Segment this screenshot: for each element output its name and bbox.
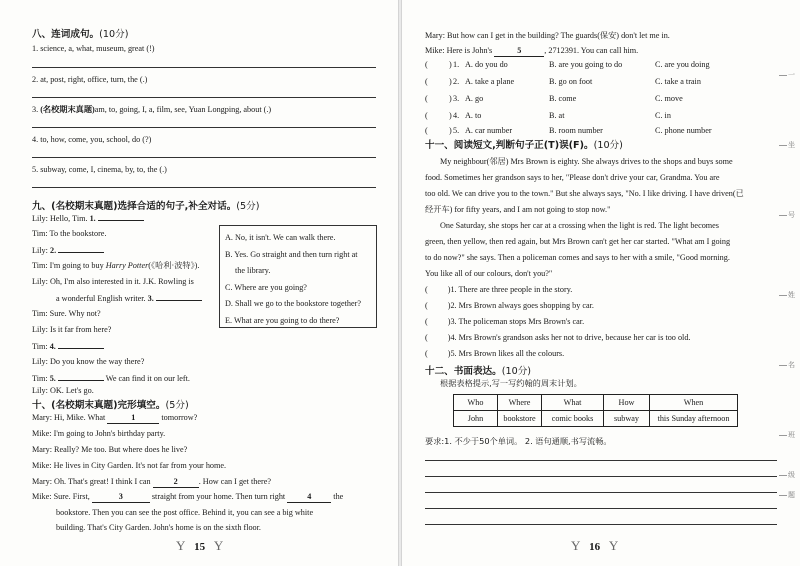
cloze-line: Mary: Really? Me too. But where does he live? xyxy=(32,445,188,454)
passage-line: green, then yellow, then red again, but Mrs Brown can't get her car started. "What am I going xyxy=(425,237,731,246)
cloze-line: Mary: Oh. That's great! I think I can 2 . How can I get there? xyxy=(32,477,271,486)
choice-answer-slot[interactable] xyxy=(431,93,447,103)
choice-answer-slot[interactable] xyxy=(431,125,447,135)
edge-tick xyxy=(779,75,787,76)
edge-label: 一 xyxy=(788,71,795,79)
choice-c: C. are you doing xyxy=(655,60,710,69)
option-b: B. Yes. Go straight and then turn right at xyxy=(225,249,358,259)
writing-line[interactable] xyxy=(425,508,777,509)
table-cell: bookstore xyxy=(498,411,542,427)
bracket-open: ( xyxy=(425,126,428,135)
writing-line[interactable] xyxy=(425,524,777,525)
bracket-open: ( xyxy=(425,77,428,86)
choice-b: B. at xyxy=(549,111,565,120)
bracket-close: ) xyxy=(449,60,452,69)
edge-tick xyxy=(779,475,787,476)
choice-number: 1. xyxy=(453,60,460,69)
writing-line[interactable] xyxy=(425,460,777,461)
s8-item-2: 2. at, post, right, office, turn, the (.) xyxy=(32,75,148,84)
choice-answer-slot[interactable] xyxy=(431,110,447,120)
choice-c: C. move xyxy=(655,94,683,103)
option-b-cont: the library. xyxy=(235,266,271,275)
leaf-icon: Y xyxy=(608,538,619,553)
cloze-line: Mary: Hi, Mike. What 1 tomorrow? xyxy=(32,413,198,422)
options-box xyxy=(219,225,377,328)
dialog-line: Lily: Hello, Tim. 1. xyxy=(32,212,144,224)
cloze-blank-3[interactable]: 3 xyxy=(92,491,150,503)
choice-number: 5. xyxy=(453,126,460,135)
choice-a: A. car number xyxy=(465,126,513,135)
edge-tick xyxy=(779,435,787,436)
table-cell: comic books xyxy=(542,411,604,427)
table-header-row xyxy=(454,395,738,411)
answer-line[interactable] xyxy=(32,187,376,188)
section-11-title: 十一、阅读短文,判断句子正(T)误(F)。(10分) xyxy=(425,140,623,151)
table-row xyxy=(454,411,738,427)
table-cell: this Sunday afternoon xyxy=(650,411,738,427)
edge-tick xyxy=(779,365,787,366)
writing-line[interactable] xyxy=(425,476,777,477)
weekend-plan-table xyxy=(453,394,738,427)
edge-label: 坐 xyxy=(788,141,795,149)
blank[interactable] xyxy=(58,244,104,253)
table-header-cell: Who xyxy=(454,395,498,411)
leaf-icon: Y xyxy=(213,538,224,553)
passage-line: food. Sometimes her grandson says to her, "Please don't drive your car, Grandma. You are xyxy=(425,173,720,182)
bracket-close: ) xyxy=(449,126,452,135)
table-header-cell: How xyxy=(604,395,650,411)
dialog-line: Lily: OK. Let's go. xyxy=(32,386,94,395)
dialog-line: Tim: 5. We can find it on our left. xyxy=(32,374,190,383)
answer-line[interactable] xyxy=(32,97,376,98)
choice-b: B. go on foot xyxy=(549,77,593,86)
tf-statement: ( )1. There are three people in the story. xyxy=(425,285,573,294)
leaf-icon: Y xyxy=(176,538,186,553)
bracket-open: ( xyxy=(425,94,428,103)
choice-a: A. do you do xyxy=(465,60,508,69)
writing-requirements: 要求:1. 不少于50个单词。 2. 语句通顺,书写流畅。 xyxy=(425,436,612,446)
bracket-open: ( xyxy=(425,60,428,69)
passage-line: to do now?" she says. Then a policeman comes and says to her with a smile, "Good morning. xyxy=(425,253,730,262)
cloze-line: bookstore. Then you can see the post office. Behind it, you can see a big white xyxy=(56,508,314,517)
choice-b: B. room number xyxy=(549,126,603,135)
cloze-line: building. That's City Garden. John's home is on the sixth floor. xyxy=(56,523,261,532)
s8-item-5: 5. subway, come, I, cinema, by, to, the (.) xyxy=(32,165,167,174)
cloze-blank-4[interactable]: 4 xyxy=(287,491,331,503)
cloze-line: Mike: Sure. First, 3 straight from your home. Then turn right 4 the xyxy=(32,492,344,501)
cloze-blank-1[interactable]: 1 xyxy=(107,412,159,424)
section-12-title: 十二、书面表达。(10分) xyxy=(425,366,532,377)
dialog-line: Lily: 2. xyxy=(32,244,104,256)
edge-tick xyxy=(779,495,787,496)
option-e: E. What are you going to do there? xyxy=(225,315,340,325)
page-number-left: Y 15 Y xyxy=(176,538,224,553)
s8-item-1: 1. science, a, what, museum, great (!) xyxy=(32,44,155,53)
tf-statement: ( )3. The policeman stops Mrs Brown's car. xyxy=(425,317,585,326)
choice-number: 2. xyxy=(453,77,460,86)
dialog-line: Tim: Sure. Why not? xyxy=(32,309,101,318)
table-header-cell: When xyxy=(650,395,738,411)
blank[interactable] xyxy=(98,212,144,221)
choice-c: C. take a train xyxy=(655,77,701,86)
bracket-open: ( xyxy=(425,111,428,120)
bracket-close: ) xyxy=(449,94,452,103)
choice-c: C. phone number xyxy=(655,126,712,135)
passage-line: My neighbour(邻居) Mrs Brown is eighty. She always drives to the shops and buys some xyxy=(440,157,733,166)
choice-c: C. in xyxy=(655,111,671,120)
writing-line[interactable] xyxy=(425,492,777,493)
option-c: C. Where are you going? xyxy=(225,282,307,292)
left-page xyxy=(0,0,398,566)
bracket-close: ) xyxy=(449,77,452,86)
answer-line[interactable] xyxy=(32,67,376,68)
option-d: D. Shall we go to the bookstore together? xyxy=(225,299,361,308)
section-8-title: 八、连词成句。(10分) xyxy=(32,29,129,40)
bracket-close: ) xyxy=(449,111,452,120)
cloze-line: Mike: He lives in City Garden. It's not far from your home. xyxy=(32,461,227,470)
table-cell: subway xyxy=(604,411,650,427)
passage-line: One Saturday, she stops her car at a crossing when the light is red. The light becomes xyxy=(440,221,719,230)
writing-intro: 根据表格提示,写一写约翰的周末计划。 xyxy=(440,378,582,388)
choice-number: 3. xyxy=(453,94,460,103)
option-a: A. No, it isn't. We can walk there. xyxy=(225,233,336,242)
edge-label: 名 xyxy=(788,361,795,369)
leaf-icon: Y xyxy=(571,538,581,553)
page-number-right: Y 16 Y xyxy=(571,538,619,553)
cloze-blank-5[interactable]: 5 xyxy=(494,45,544,57)
dialog-line: Tim: I'm going to buy Harry Potter(《哈利·波特》). xyxy=(32,261,200,270)
cloze-line: Mike: I'm going to John's birthday party. xyxy=(32,429,166,438)
passage-line: 经开车) for fifty years, and I am not going to stop now." xyxy=(425,205,611,214)
passage-line: too old. We can drive you to the town." But she always says, "No. I like driving. I have driven(已 xyxy=(425,189,744,198)
section-10-title: 十、(名校期末真题)完形填空。(5分) xyxy=(32,400,189,411)
s8-item-4: 4. to, how, come, you, school, do (?) xyxy=(32,135,152,144)
blank[interactable] xyxy=(58,372,104,381)
cloze-line: Mike: Here is John's 5 , 2712391. You can call him. xyxy=(425,46,639,55)
choice-a: A. go xyxy=(465,94,484,103)
dialog-line: Lily: Oh, I'm also interested in it. J.K. Rowling is xyxy=(32,277,194,286)
edge-label: 姓 xyxy=(788,291,795,299)
section-9-title: 九、(名校期末真题)选择合适的句子,补全对话。(5分) xyxy=(32,201,260,212)
dialog-line: Tim: To the bookstore. xyxy=(32,229,107,238)
answer-line[interactable] xyxy=(32,157,376,158)
choice-a: A. to xyxy=(465,111,482,120)
choice-a: A. take a plane xyxy=(465,77,515,86)
choice-answer-slot[interactable] xyxy=(431,76,447,86)
dialog-line: a wonderful English writer. 3. xyxy=(56,292,202,304)
edge-label: 号 xyxy=(788,211,795,219)
table-header-cell: What xyxy=(542,395,604,411)
tf-statement: ( )2. Mrs Brown always goes shopping by car. xyxy=(425,301,594,310)
dialog-line: Lily: Do you know the way there? xyxy=(32,357,145,366)
passage-line: You like all of our colours, don't you?" xyxy=(425,269,553,278)
edge-label: 级 xyxy=(788,471,795,479)
edge-tick xyxy=(779,145,787,146)
tf-statement: ( )4. Mrs Brown's grandson asks her not to drive, because her car is too old. xyxy=(425,333,691,342)
blank[interactable] xyxy=(156,292,202,301)
dialog-line: Tim: 4. xyxy=(32,340,104,352)
tf-statement: ( )5. Mrs Brown likes all the colours. xyxy=(425,349,565,358)
answer-line[interactable] xyxy=(32,127,376,128)
choice-answer-slot[interactable] xyxy=(431,59,447,69)
table-cell: John xyxy=(454,411,498,427)
edge-tick xyxy=(779,215,787,216)
table-header-cell: Where xyxy=(498,395,542,411)
choice-b: B. are you going to do xyxy=(549,60,623,69)
dialog-line: Lily: Is it far from here? xyxy=(32,325,112,334)
edge-label: 题 xyxy=(788,491,795,499)
cloze-line: Mary: But how can I get in the building? The guards(保安) don't let me in. xyxy=(425,31,670,40)
choice-number: 4. xyxy=(453,111,460,120)
cloze-blank-2[interactable]: 2 xyxy=(153,476,199,488)
s8-item-3: 3. (名校期末真题)am, to, going, I, a, film, see, Yuan Longping, about (.) xyxy=(32,105,272,114)
edge-tick xyxy=(779,295,787,296)
edge-label: 班 xyxy=(788,431,795,439)
blank[interactable] xyxy=(58,340,104,349)
choice-b: B. come xyxy=(549,94,577,103)
right-page xyxy=(402,0,800,566)
